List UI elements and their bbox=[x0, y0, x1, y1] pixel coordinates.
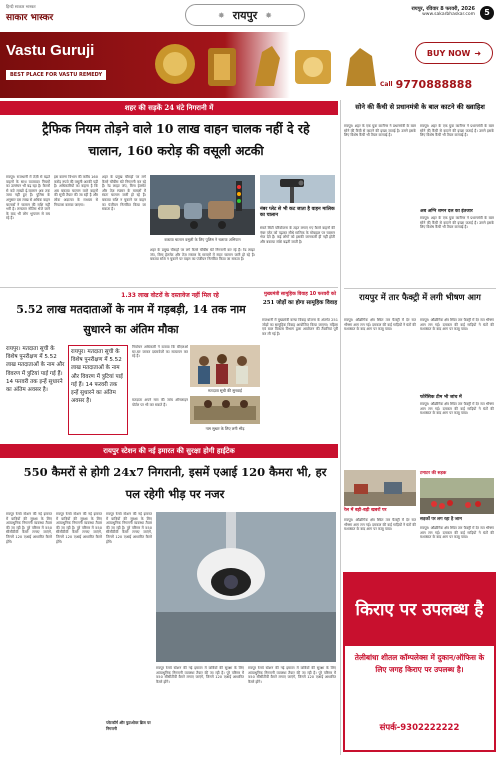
sidebar3-caption: टमाटर की सड़क bbox=[420, 471, 447, 476]
divider bbox=[0, 287, 338, 288]
story4-kicker: रायपुर स्टेशन की नई इमारत की सुरक्षा होगी हाईटेक bbox=[0, 444, 338, 458]
city-name: रायपुर bbox=[232, 8, 258, 22]
vastu-ad[interactable] bbox=[0, 32, 500, 98]
sidebar1-title[interactable]: सोने की कैंची से प्रधानमंत्री के बाल काटने की ख्वाहिश bbox=[355, 103, 485, 111]
sidebar3-title[interactable]: रेल में बड़ी-बड़ी खबरों पर bbox=[344, 508, 387, 513]
vastu-products-art bbox=[150, 38, 400, 94]
story1-col4: शहर के प्रमुख चौराहों पर लगे कैमरे चौबीस घंटे निगरानी कर रहे हैं। रेड लाइट जंप, बिना हेलमेट और तेज़ रफ्तार के मामलों में स्वतः चालान जारी हो रहे हैं। बकाया राशि न चुकाने पर वाहन का पंजीयन निलंबित किया जा सकता है। bbox=[150, 248, 255, 262]
date: रायपुर, रविवार 8 फरवरी, 2026 bbox=[411, 6, 475, 12]
sidebar-divider-2 bbox=[344, 288, 496, 289]
story4-col2: रायपुर रेलवे स्टेशन की नई इमारत में यात्रियों की सुरक्षा के लिए अत्याधुनिक निगरानी व्यवस्था तैयार की जा रही है। पूरे परिसर में 550 सीसीटीवी कैमरे लगाए जाएंगे, जिनमें 120 एआई आधारित कैमरे होंगे। bbox=[56, 512, 102, 544]
traffic-photo bbox=[150, 175, 255, 235]
sidebar3-body: रायपुर। औद्योगिक क्षेत्र स्थित तार फैक्ट्री में देर रात भीषण आग लग गई। दमकल की कई गाड़ियों ने घंटों की मशक्कत के बाद आग पर काबू पाया। bbox=[344, 518, 416, 532]
story4-headline[interactable]: 550 कैमरों से होगी 24x7 निगरानी, इसमें एआई 120 कैमरा भी, हर पल रहेगी भीड़ पर नजर bbox=[23, 465, 327, 501]
story1-col3: शहर के प्रमुख चौराहों पर लगे कैमरे चौबीस घंटे निगरानी कर रहे हैं। रेड लाइट जंप, बिना हेलमेट और तेज़ रफ्तार के मामलों में स्वतः चालान जारी हो रहे हैं। बकाया राशि न चुकाने पर वाहन का पंजीयन निलंबित किया जा सकता है। bbox=[102, 175, 146, 212]
story2-kicker: 1.33 लाख वोटरों के दस्तावेज नहीं मिल रहे bbox=[121, 292, 219, 299]
sidebar-divider bbox=[340, 100, 341, 755]
brand-name: साकार भास्कर bbox=[6, 13, 54, 23]
story4-col4: रायपुर रेलवे स्टेशन की नई इमारत में यात्रियों की सुरक्षा के लिए अत्याधुनिक निगरानी व्यवस्था तैयार की जा रही है। पूरे परिसर में 550 सीसीटीवी कैमरे लगाए जाएंगे, जिनमें 120 एआई आधारित कैमरे होंगे। bbox=[156, 666, 244, 684]
story1-kicker: शहर की सड़कें 24 घंटे निगरानी में bbox=[0, 101, 338, 115]
call-block[interactable] bbox=[380, 74, 496, 94]
page-number: 5 bbox=[480, 6, 494, 20]
story2-lead-box bbox=[68, 345, 128, 435]
sidebar1-col3: रायपुर। शहर के एक युवा कारीगर ने प्रधानमंत्री के बाल सोने की कैंची से काटने की इच्छा जताई है। उसने इसके लिए विशेष कैंची भी तैयार करवाई है। bbox=[420, 216, 494, 230]
sidebar2-title[interactable]: रायपुर में तार फैक्ट्री में लगी भीषण आग bbox=[359, 292, 481, 302]
brand-small: हिन्दी साकार भास्कर bbox=[6, 4, 36, 9]
tomato-road-photo bbox=[420, 478, 494, 514]
vastu-tagline: BEST PLACE FOR VASTU REMEDY bbox=[6, 70, 106, 80]
voters-photo-2 bbox=[190, 396, 260, 424]
rent-ad-title: किराए पर उपलब्ध है bbox=[345, 574, 494, 646]
sidebar1-col1: रायपुर। शहर के एक युवा कारीगर ने प्रधानमंत्री के बाल सोने की कैंची से काटने की इच्छा जताई है। उसने इसके लिए विशेष कैंची भी तैयार करवाई है। bbox=[344, 124, 416, 138]
story3-kicker: मुख्यमंत्री सामूहिक विवाह 10 फरवरी को bbox=[264, 292, 336, 297]
story4-col1: रायपुर रेलवे स्टेशन की नई इमारत में यात्रियों की सुरक्षा के लिए अत्याधुनिक निगरानी व्यवस्था तैयार की जा रही है। पूरे परिसर में 550 सीसीटीवी कैमरे लगाए जाएंगे, जिनमें 120 एआई आधारित कैमरे होंगे। bbox=[6, 512, 52, 544]
story1-photo-caption: बकाया चालान वसूली के लिए पुलिस ने चलाया अभियान bbox=[164, 237, 241, 242]
story3-headline[interactable]: 251 जोड़ों का होगा सामूहिक विवाह bbox=[262, 300, 338, 306]
contact-label: संपर्क- bbox=[379, 723, 401, 733]
story2-lead: रायपुर। मतदाता सूची के विशेष पुनरीक्षण में 5.52 लाख मतदाताओं के नाम और विवरण में त्रुटियां पाई गई हैं। 14 फरवरी तक इन्हें सुधारने का अंतिम अवसर है। bbox=[6, 346, 65, 394]
sidebar2-col3: रायपुर। औद्योगिक क्षेत्र स्थित तार फैक्ट्री में देर रात भीषण आग लग गई। दमकल की कई गाड़ियों ने घंटों की मशक्कत के बाद आग पर काबू पाया। bbox=[420, 402, 494, 416]
sidebar2-col1: रायपुर। औद्योगिक क्षेत्र स्थित तार फैक्ट्री में देर रात भीषण आग लग गई। दमकल की कई गाड़ियों ने घंटों की मशक्कत के बाद आग पर काबू पाया। bbox=[344, 318, 416, 332]
masthead bbox=[0, 0, 500, 32]
voters-photo bbox=[190, 345, 260, 387]
story2-headline[interactable]: 5.52 लाख मतदाताओं के नाम में गड़बड़ी, 14 तक नाम सुधारने का अंतिम मौका bbox=[16, 303, 246, 336]
sidebar1-col2: रायपुर। शहर के एक युवा कारीगर ने प्रधानमंत्री के बाल सोने की कैंची से काटने की इच्छा जताई है। उसने इसके लिए विशेष कैंची भी तैयार करवाई है। bbox=[420, 124, 494, 138]
star-icon: ✸ bbox=[218, 10, 225, 20]
buy-now-label: BUY NOW bbox=[426, 48, 471, 58]
story2-col3: निर्वाचन अधिकारी ने बताया कि बीएलओ घर-घर जाकर दस्तावेजों का सत्यापन कर रहे हैं। bbox=[132, 345, 188, 359]
sidebar3-subhead: सड़कों पर लग रहा है जाम bbox=[420, 517, 462, 522]
vastu-brand: Vastu Guruji bbox=[6, 42, 95, 59]
story4-caption-1: प्लेटफॉर्म और फुटओवर ब्रिज पर निगरानी bbox=[106, 720, 151, 731]
story3-body: राजधानी में मुख्यमंत्री कन्या विवाह योजना के अंतर्गत 251 जोड़ों का सामूहिक विवाह आयोजित किया जाएगा। महिला एवं बाल विकास विभाग द्वारा आयोजन की तैयारियां पूरी कर ली गई हैं। bbox=[262, 318, 338, 336]
story2-photo-caption: मतदाता सूची की सुनवाई bbox=[208, 388, 242, 393]
story2-photo-caption-2: नाम सुधार के लिए लगी भीड़ bbox=[205, 426, 245, 431]
story1-headline[interactable]: ट्रैफिक नियम तोड़ने वाले 10 लाख वाहन चालक नहीं दे रहे चालान, 160 करोड़ की वसूली अटकी bbox=[42, 121, 310, 158]
story2-lead-box-text: रायपुर। मतदाता सूची के विशेष पुनरीक्षण में 5.52 लाख मतदाताओं के नाम और विवरण में त्रुटियां पाई गई हैं। 14 फरवरी तक इन्हें सुधारने का अंतिम अवसर है। bbox=[71, 349, 123, 405]
dateline bbox=[355, 6, 475, 26]
rent-ad-contact[interactable] bbox=[349, 722, 490, 733]
arrow-right-icon: ➜ bbox=[474, 48, 482, 58]
website-link[interactable]: www.sakarbhaskar.com bbox=[422, 12, 475, 17]
contact-phone: 9302222222 bbox=[400, 723, 460, 733]
story4-col5: रायपुर रेलवे स्टेशन की नई इमारत में यात्रियों की सुरक्षा के लिए अत्याधुनिक निगरानी व्यवस्था तैयार की जा रही है। पूरे परिसर में 550 सीसीटीवी कैमरे लगाए जाएंगे, जिनमें 120 एआई आधारित कैमरे होंगे। bbox=[248, 666, 336, 684]
inset1-title: नंबर प्लेट से भी कट जाता है वाहन मालिक का चालान bbox=[260, 206, 335, 218]
sidebar1-subhead: अब अग्नि शमन दल का इंतजार bbox=[420, 209, 473, 214]
section-title bbox=[185, 4, 305, 26]
sidebar2-subhead: फोरेंसिक टीम भी जांच में bbox=[420, 395, 462, 400]
rent-ad-body: तेलीबांधा शीतल कॉम्पलेक्स में दुकान/ऑफिस के लिए जगह किराए पर उपलब्ध है। bbox=[354, 653, 485, 674]
story2-col4: मतदाता अपने नाम की जांच ऑनलाइन पोर्टल पर भी कर सकते हैं। bbox=[132, 398, 188, 407]
inset1-body: स्मार्ट सिटी परियोजना के तहत लगाए गए कैमरे वाहनों की नंबर प्लेट को पढ़कर सीधे मालिक के मोबाइल पर चालान भेज देते हैं। कई लोगों को इसकी जानकारी ही नहीं होती और बकाया राशि बढ़ती जाती है। bbox=[260, 226, 335, 244]
sidebar2-col2: रायपुर। औद्योगिक क्षेत्र स्थित तार फैक्ट्री में देर रात भीषण आग लग गई। दमकल की कई गाड़ियों ने घंटों की मशक्कत के बाद आग पर काबू पाया। bbox=[420, 318, 494, 332]
buy-now-button[interactable] bbox=[415, 42, 493, 64]
star-icon: ✸ bbox=[265, 10, 272, 20]
masthead-logo bbox=[6, 4, 76, 26]
rent-ad[interactable] bbox=[343, 572, 496, 752]
sidebar3-body-2: रायपुर। औद्योगिक क्षेत्र स्थित तार फैक्ट्री में देर रात भीषण आग लग गई। दमकल की कई गाड़ियों ने घंटों की मशक्कत के बाद आग पर काबू पाया। bbox=[420, 526, 494, 540]
story4-col3: रायपुर रेलवे स्टेशन की नई इमारत में यात्रियों की सुरक्षा के लिए अत्याधुनिक निगरानी व्यवस्था तैयार की जा रही है। पूरे परिसर में 550 सीसीटीवी कैमरे लगाए जाएंगे, जिनमें 120 एआई आधारित कैमरे होंगे। bbox=[106, 512, 152, 544]
cctv-camera-photo bbox=[156, 512, 336, 662]
traffic-camera-photo bbox=[260, 175, 335, 203]
call-label: Call bbox=[380, 80, 393, 88]
story1-col2: इस कारण विभाग की करीब 160 करोड़ रुपये की वसूली अटकी पड़ी है। अधिकारियों का कहना है कि अब बकाया चालान वाले वाहनों की सूची तैयार की जा रही है और लोक अदालत के माध्यम से निपटारा कराया जाएगा। bbox=[54, 175, 98, 207]
phone-number: 9770888888 bbox=[395, 77, 473, 91]
sidebar3-photo bbox=[344, 470, 416, 506]
story1-col1: रायपुर। राजधानी में तेज़ी से बढ़ते वाहनों के साथ यातायात नियमों का उल्लंघन भी बढ़ रहा है। कैमरों से कटे लाखों ई-चालान अब तक जमा नहीं हुए हैं। पुलिस के अनुसार दस लाख से अधिक वाहन चालकों ने चालान की राशि नहीं भरी है। लगातार नोटिस भेजे जाने के बाद भी लोग भुगतान से बच रहे हैं। bbox=[6, 175, 50, 221]
